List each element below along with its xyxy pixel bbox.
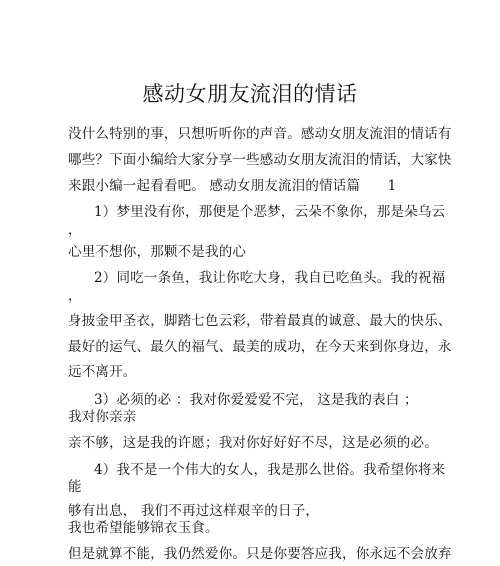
paragraph-line: ， — [68, 222, 82, 238]
paragraph-line: 亲不够，这是我的许愿；我对你好好好不尽，这是必须的必。 — [68, 435, 438, 451]
paragraph-line: 远不离开。 — [68, 364, 137, 380]
paragraph-line: 够有出息， 我们不再过这样艰辛的日子， — [68, 503, 320, 519]
paragraph-line: 身披金甲圣衣，脚踏七色云彩，带着最真的诚意、最大的快乐、 — [68, 313, 452, 329]
paragraph-line: ， — [68, 288, 82, 304]
paragraph-line: 1）梦里没有你，那便是个恶梦，云朵不象你，那是朵乌云 — [94, 204, 446, 220]
paragraph-line: 心里不想你，那颗不是我的心 — [68, 244, 247, 260]
paragraph-line: 最好的运气、最久的福气、最美的成功，在今天来到你身边，永 — [68, 339, 452, 355]
paragraph-line: 4）我不是一个伟大的女人，我是那么世俗。我希望你将来 — [94, 462, 446, 478]
paragraph-line: 能 — [68, 479, 82, 495]
paragraph-line: 3）必须的必 ：我对你爱爱爱不完， 这是我的表白 ； — [94, 392, 418, 408]
document-title: 感动女朋友流泪的情话 — [142, 82, 358, 106]
paragraph-line: 但是就算不能，我仍然爱你。只是你要答应我，你永远不会放弃 — [68, 546, 452, 562]
intro-line: 哪些？下面小编给大家分享一些感动女朋友流泪的情话，大家快 — [68, 152, 452, 168]
paragraph-line: 我也希望能够锦衣玉食。 — [68, 520, 219, 536]
intro-line: 来跟小编一起看看吧。 感动女朋友流泪的情话篇 1 — [68, 178, 397, 194]
paragraph-line: 2）同吃一条鱼，我让你吃大身，我自已吃鱼头。我的祝福 — [94, 270, 446, 286]
intro-line: 没什么特别的事，只想听听你的声音。感动女朋友流泪的情话有 — [68, 126, 452, 142]
paragraph-line: 我对你亲亲 — [68, 409, 137, 425]
